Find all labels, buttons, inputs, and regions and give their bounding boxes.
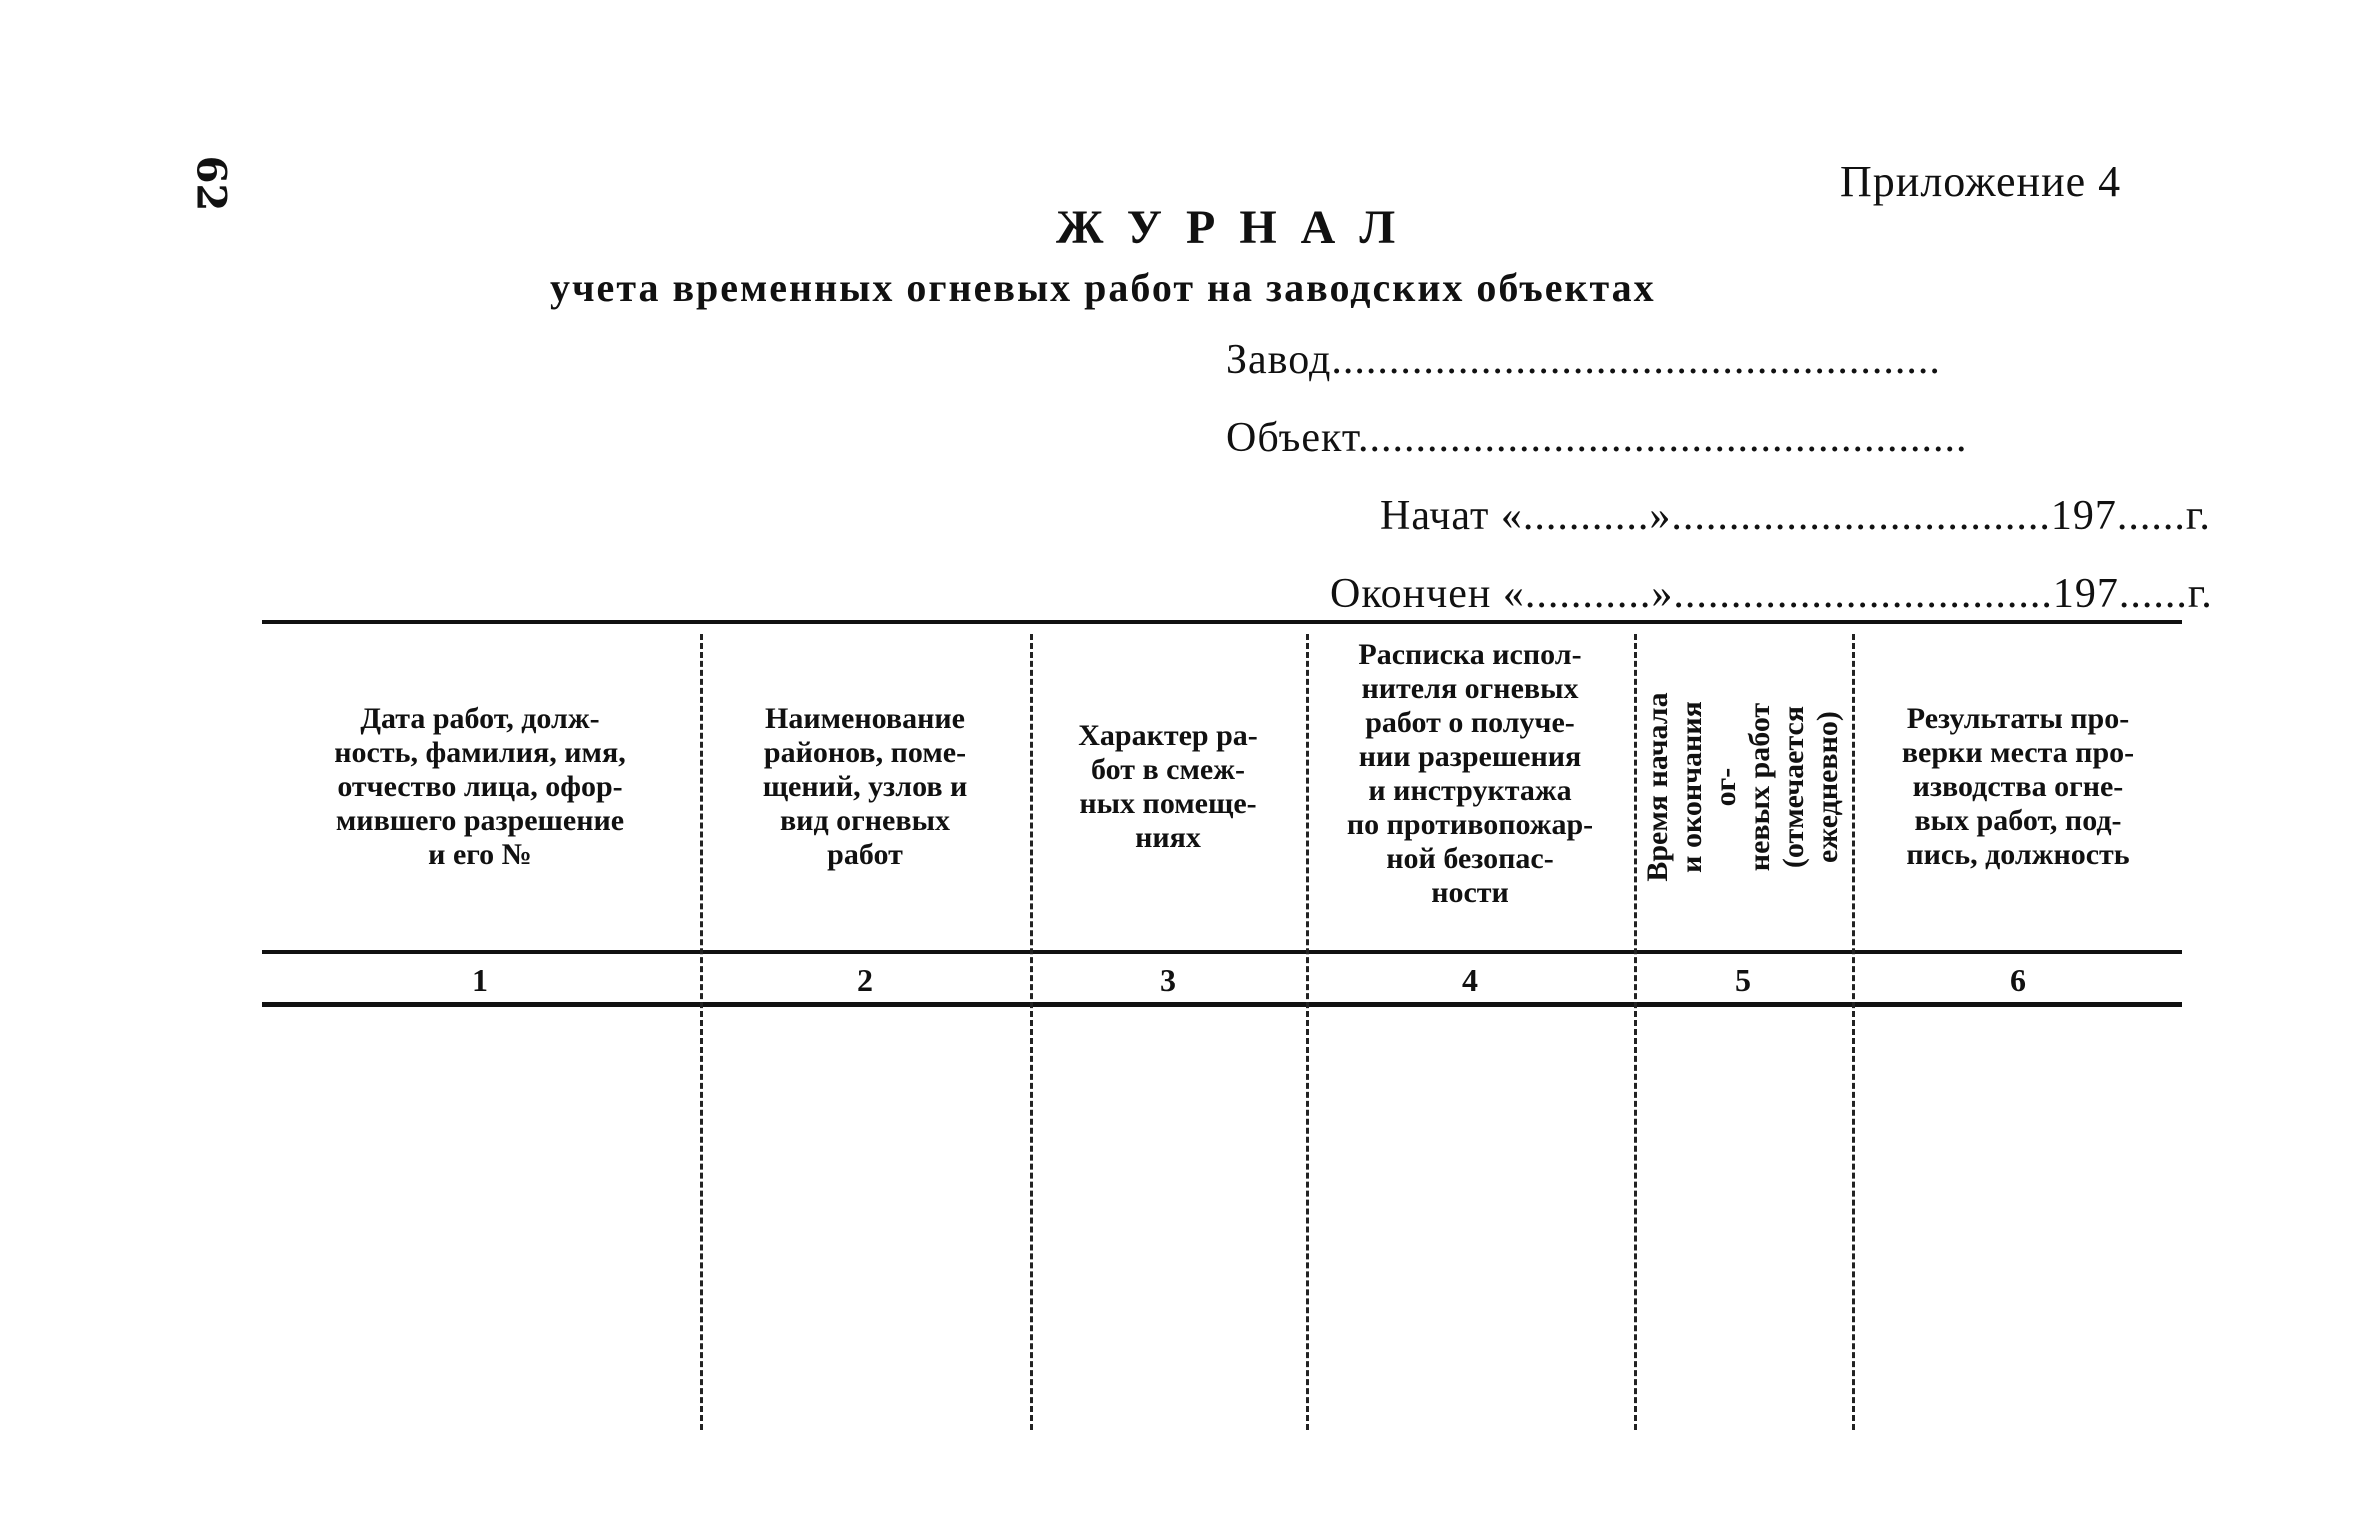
column-header-2	[702, 628, 1028, 946]
column-header-6	[1854, 628, 2182, 948]
column-number-4: 4	[1462, 961, 1478, 998]
field-zavod: Завод.....................................................	[1226, 337, 1941, 383]
column-header-6-text: Результаты про- верки места про- изводства огне- вых работ, под- пись, должность	[1901, 702, 2135, 871]
page-number: 62	[187, 155, 235, 212]
column-number-2: 2	[857, 961, 873, 998]
column-header-5-text: Время начала и окончания ог- невых работ (отмечается ежедневно)	[1641, 692, 1844, 882]
column-header-4	[1308, 628, 1632, 948]
field-object: Объект.....................................................	[1226, 415, 1968, 461]
column-header-1-text: Дата работ, долж- ность, фамилия, имя, отчество лица, офор- мившего разрешение и его №	[334, 702, 626, 871]
appendix-label: Приложение 4	[1840, 157, 2122, 206]
column-header-5	[1636, 628, 1850, 946]
column-header-3-text: Характер ра- бот в смеж- ных помеще- ниях	[1078, 719, 1258, 854]
table-number-rule	[262, 1002, 2182, 1007]
column-number-6: 6	[2010, 961, 2026, 998]
column-number-5: 5	[1735, 961, 1751, 998]
document-title: ЖУРНАЛ	[1056, 201, 1420, 254]
field-start-date: Начат «...........».................................197......г.	[1380, 493, 2211, 539]
column-number-3: 3	[1160, 961, 1176, 998]
journal-table	[262, 620, 2182, 1430]
column-header-3	[1032, 628, 1304, 946]
field-end-date: Окончен «...........».................................197......г.	[1330, 571, 2213, 617]
column-header-2-text: Наименование районов, поме- щений, узлов и вид огневых работ	[762, 702, 968, 871]
table-header-rule	[262, 950, 2182, 954]
table-top-rule	[262, 620, 2182, 624]
document-subtitle: учета временных огневых работ на заводских объектах	[550, 265, 1656, 310]
column-header-4-text: Расписка испол- нителя огневых работ о получе- нии разрешения и инструктажа по противопожар- ной безопас- ности	[1346, 638, 1594, 909]
column-header-1	[262, 628, 698, 946]
column-number-1: 1	[472, 961, 488, 998]
